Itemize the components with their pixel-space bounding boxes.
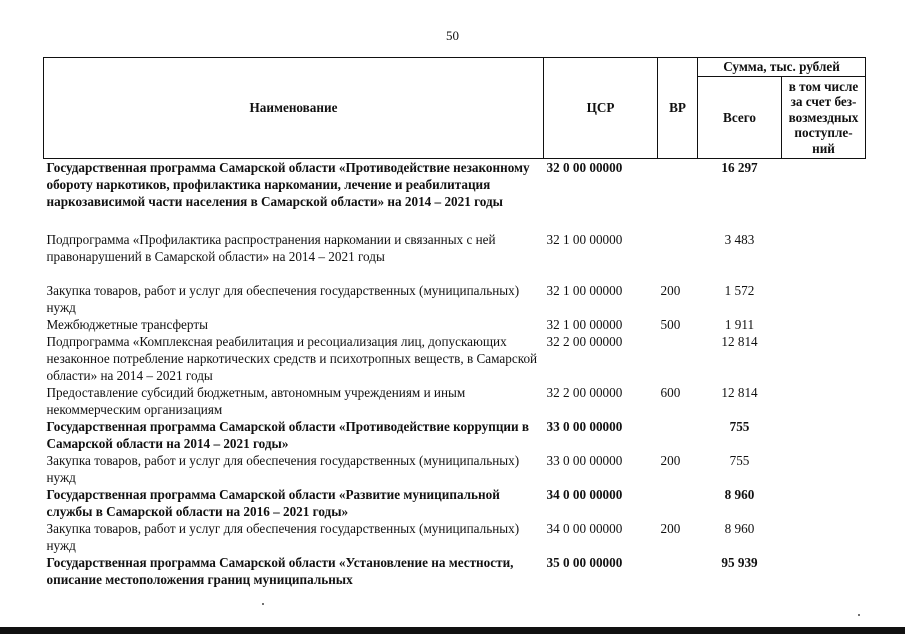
row-csr: 32 1 00 00000 [546,316,623,332]
table-row [44,159,866,231]
row-grants [782,316,866,333]
row-name: Государственная программа Самарской области «Противодействие незаконному обороту наркотиков, профилактика наркомании, лечение и реабилитация наркозависимой части населения в Самарской области» на 2014 – 2021 годы [46,160,530,209]
row-total: 1 911 [724,316,755,332]
row-csr: 32 2 00 00000 [546,384,623,400]
row-grants [782,384,866,418]
row-grants [782,333,866,384]
row-csr: 33 0 00 00000 [546,418,623,434]
row-total: 95 939 [721,554,758,570]
row-total: 16 297 [721,160,758,175]
row-grants [782,554,866,588]
footer-rule [0,627,905,634]
row-csr: 32 1 00 00000 [546,282,623,298]
row-grants [782,159,866,231]
table-row [44,418,866,452]
row-total: 1 572 [724,282,755,298]
table-row [44,282,866,316]
row-name: Закупка товаров, работ и услуг для обеспечения государственных (муниципальных) нужд [46,452,520,485]
row-csr: 32 0 00 00000 [546,160,623,175]
row-vr [658,333,698,384]
table-row [44,554,866,588]
table-row [44,231,866,282]
table-header [44,58,866,159]
row-vr: 200 [660,520,681,536]
row-grants [782,231,866,282]
row-name: Государственная программа Самарской области «Развитие муниципальной службы в Самарской области на 2016 – 2021 годы» [46,486,500,519]
row-name: Государственная программа Самарской области «Установление на местности, описание местоположения границ муниципальных [46,554,514,587]
row-vr [658,554,698,588]
row-name: Закупка товаров, работ и услуг для обеспечения государственных (муниципальных) нужд [46,520,520,553]
row-vr [658,418,698,452]
page-number: 50 [446,28,459,43]
table-row [44,384,866,418]
row-name: Подпрограмма «Комплексная реабилитация и ресоциализация лиц, допускающих незаконное потребление наркотических средств и психотропных веществ, в Самарской области» на 2014 – 2021 годы [46,333,538,383]
row-grants [782,486,866,520]
budget-table [43,57,866,588]
header-amount-group: Сумма, тыс. рублей [698,58,866,77]
header-total: Всего [698,77,782,159]
row-total: 12 814 [721,333,758,349]
row-name: Закупка товаров, работ и услуг для обеспечения государственных (муниципальных) нужд [46,282,520,315]
table-row [44,333,866,384]
row-csr: 34 0 00 00000 [546,486,623,502]
header-grants: в том числе за счет без-возмездных поступле-ний [782,77,866,159]
row-total: 755 [729,452,750,468]
row-grants [782,282,866,316]
table-row [44,486,866,520]
row-grants [782,452,866,486]
row-name: Государственная программа Самарской области «Противодействие коррупции в Самарской области на 2014 – 2021 годы» [46,418,530,451]
row-vr [658,231,698,282]
row-name: Подпрограмма «Профилактика распространения наркомании и связанных с ней правонарушений в Самарской области» на 2014 – 2021 годы [46,231,496,264]
row-vr [658,486,698,520]
row-vr: 200 [660,452,681,468]
row-vr: 600 [660,384,681,400]
table-body [44,159,866,588]
row-csr: 35 0 00 00000 [546,554,623,570]
header-name: Наименование [44,58,544,159]
row-vr: 500 [660,316,681,332]
header-vr: ВР [658,58,698,159]
row-csr: 32 2 00 00000 [546,333,623,349]
row-csr: 33 0 00 00000 [546,452,623,468]
row-vr [658,159,698,231]
table-row [44,520,866,554]
row-name: Межбюджетные трансферты [46,316,208,332]
row-total: 8 960 [724,486,755,502]
row-grants [782,418,866,452]
table-row [44,452,866,486]
row-total: 3 483 [724,231,755,247]
row-grants [782,520,866,554]
row-csr: 32 1 00 00000 [546,231,623,247]
row-total: 8 960 [724,520,755,536]
row-name: Предоставление субсидий бюджетным, автономным учреждениям и иным некоммерческим организациям [46,384,466,417]
header-csr: ЦСР [544,58,658,159]
scan-speck [262,603,264,605]
row-total: 755 [729,418,750,434]
scan-speck [858,614,860,616]
row-csr: 34 0 00 00000 [546,520,623,536]
row-vr: 200 [660,282,681,298]
table-row [44,316,866,333]
row-total: 12 814 [721,384,758,400]
